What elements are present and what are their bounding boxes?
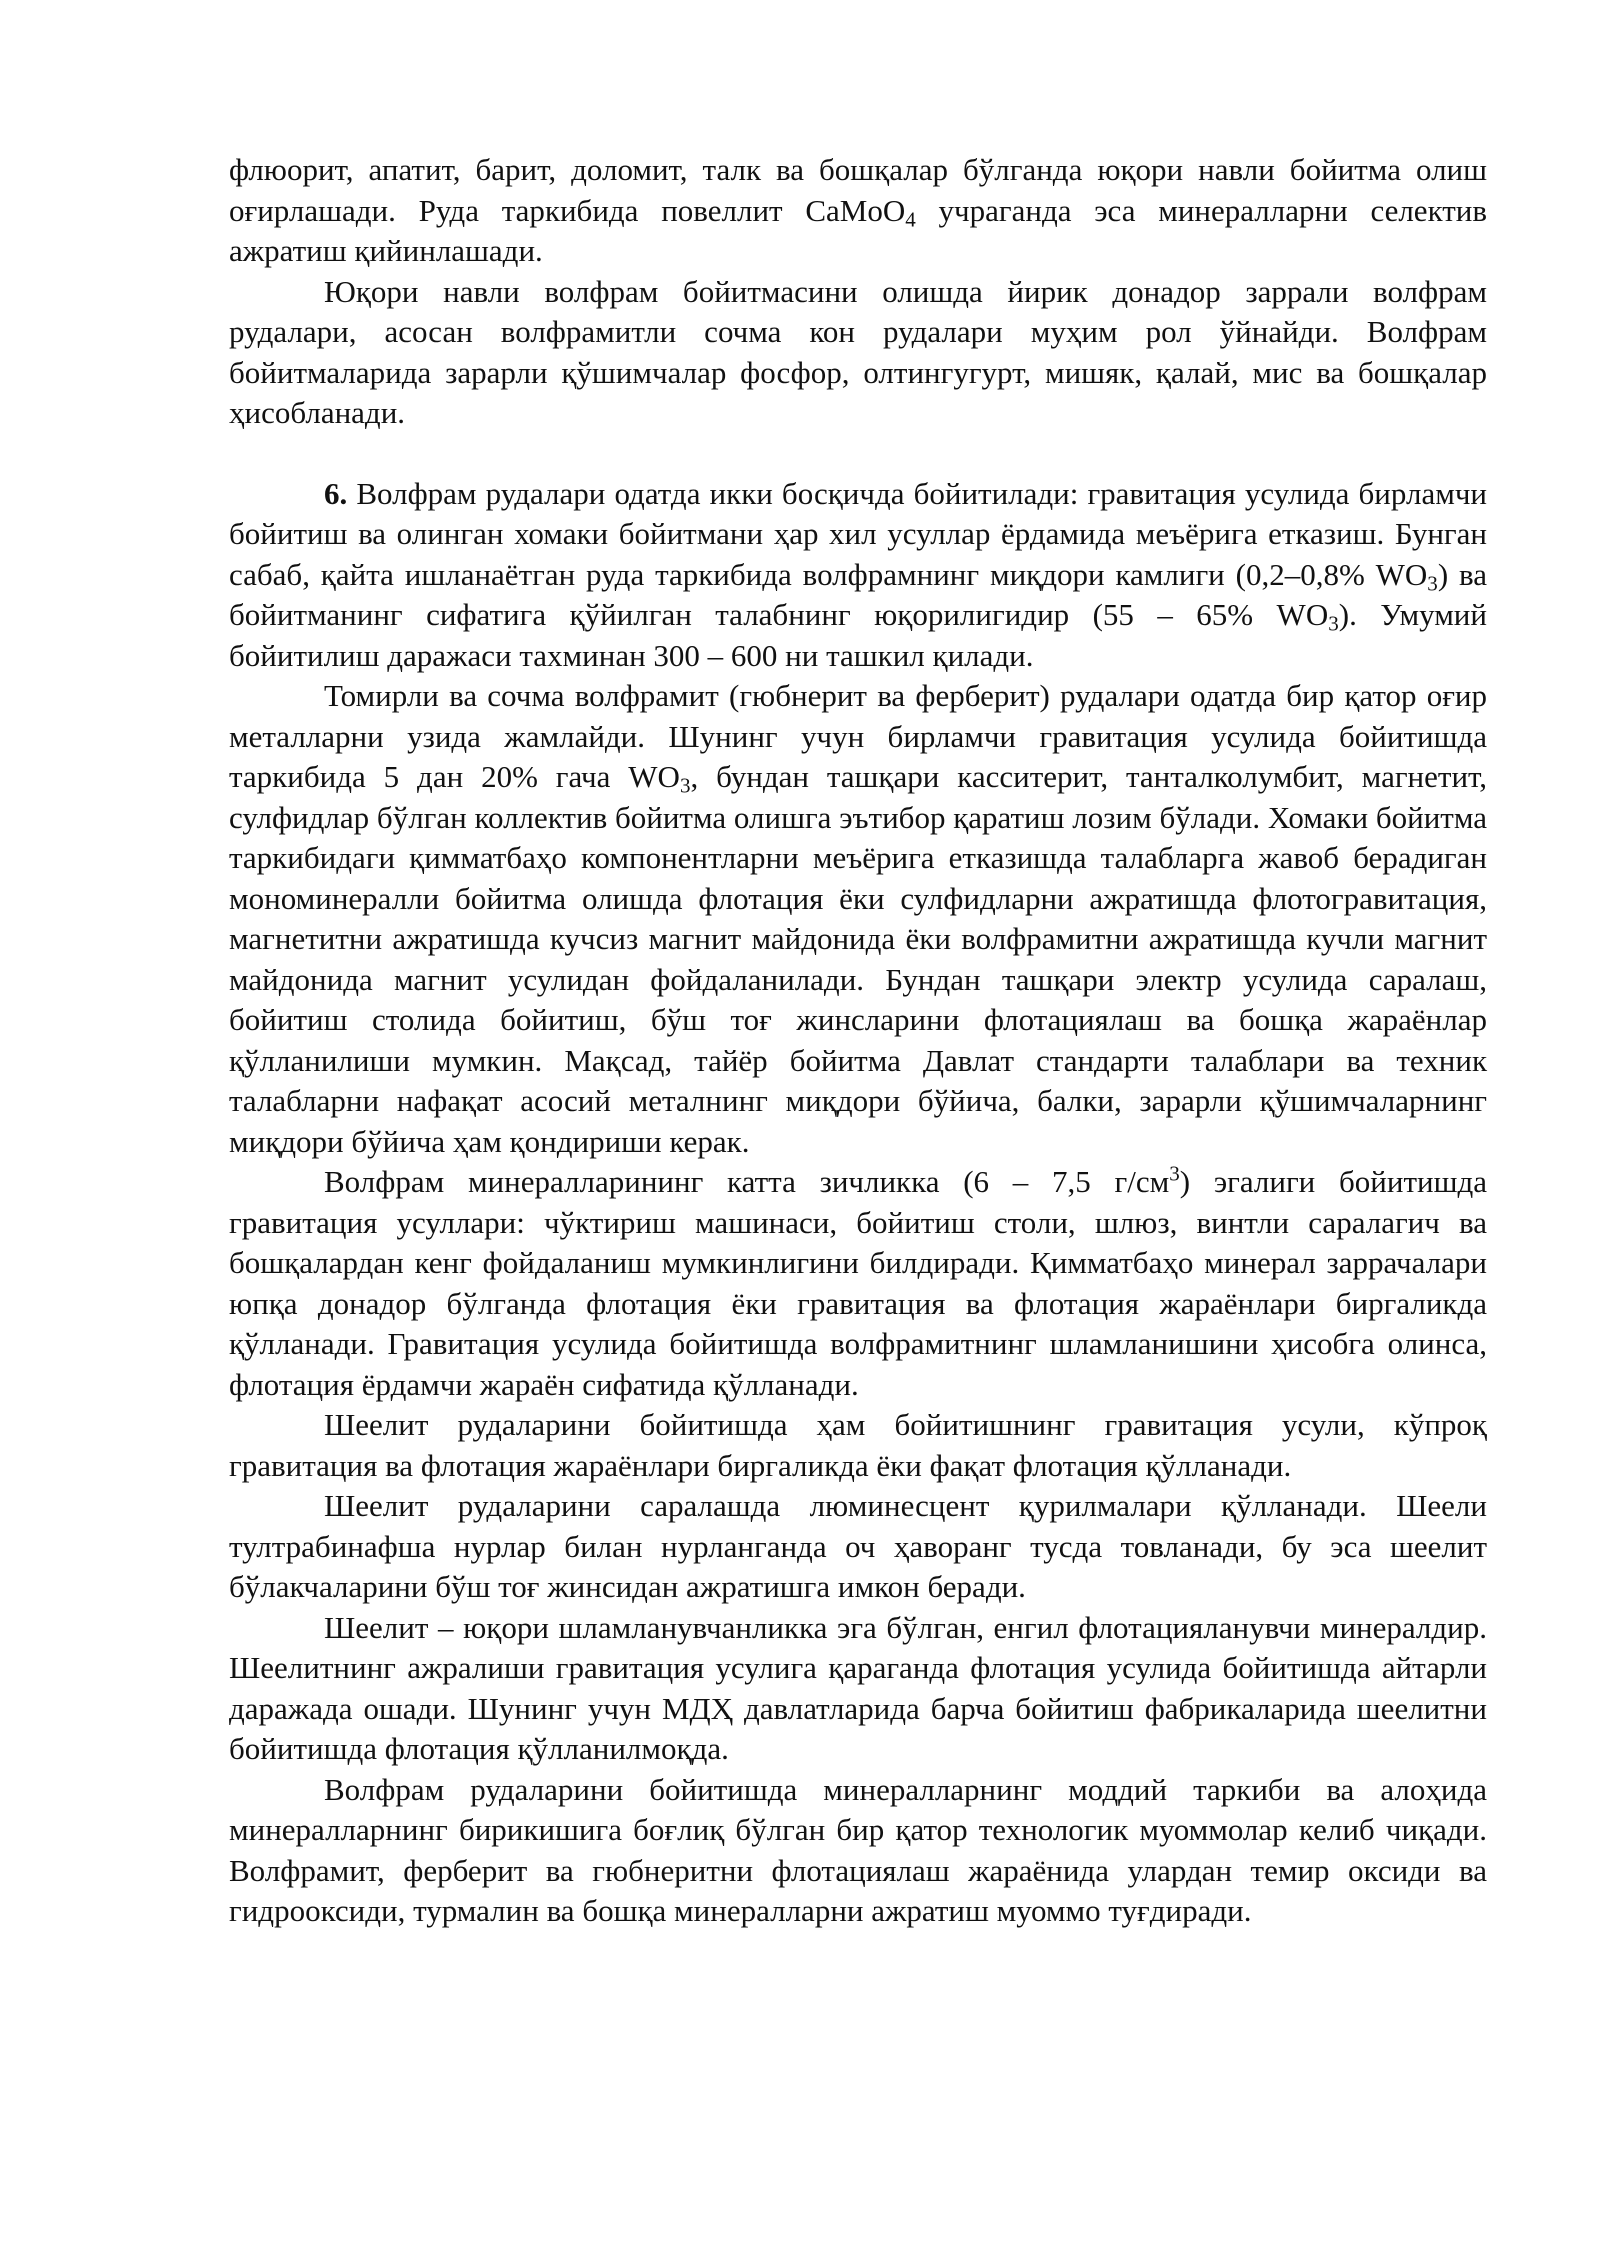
- paragraph-7: Шеелит рудаларини саралашда люминесцент қурилмалари қўлланади. Шеели тултрабинафша нурлар билан нурланганда оч ҳаворанг тусда товланади, бу эса шеелит бўлакчаларини бўш тоғ жинсидан ажратишга имкон беради.: [229, 1488, 1487, 1604]
- paragraph-4: Томирли ва сочма волфрамит (гюбнерит ва ферберит) рудалари одатда бир қатор оғир металларни узида жамлайди. Шунинг учун бирламчи гравитация усулида бойитишда таркибида 5 дан 20% гача $WO_3$, бундан ташқари касситерит, танталколумбит, магнетит, сулфидлар бўлган коллектив бойитма олишга эътибор қаратиш лозим бўлади. Хомаки бойитма таркибидаги қимматбаҳо компонентларни меъёрига етказишда талабларга жавоб берадиган мономинералли бойитма олишда флотация ёки сулфидларни ажратишда флотогравитация, магнетитни ажратишда кучсиз магнит майдонида ёки волфрамитни ажратишда кучли магнит майдонида магнит усулидан фойдаланилади. Бундан ташқари электр усулида саралаш, бойитиш столида бойитиш, бўш тоғ жинсларини флотациялаш ва бошқа жараёнлар қўлланилиши мумкин. Мақсад, тайёр бойитма Давлат стандарти талаблари ва техник талабларни нафақат асосий металнинг миқдори бўйича, балки, зарарли қўшимчаларнинг миқдори бўйича ҳам қондириши керак.: [229, 678, 1487, 1159]
- document-body: [229, 150, 1487, 1932]
- paragraph-3: 6. Волфрам рудалари одатда икки босқичда бойитилади: гравитация усулида бирламчи бойитиш ва олинган хомаки бойитмани ҳар хил усуллар ёрдамида меъёрига етказиш. Бунган сабаб, қайта ишланаётган руда таркибида волфрамнинг миқдори камлиги (0,2–0,8% $WO_3$) ва бойитманинг сифатига қўйилган талабнинг юқорилигидир (55 – 65% $WO_3$). Умумий бойитилиш даражаси тахминан 300 – 600 ни ташкил қилади.: [229, 475, 1487, 673]
- section-number: 6.: [324, 475, 348, 511]
- paragraph-1: флюорит, апатит, барит, доломит, талк ва бошқалар бўлганда юқори навли бойитма олиш оғирлашади. Руда таркибида повеллит CaMoO$_4$ учраганда эса минералларни селектив ажратиш қийинлашади.: [229, 152, 1487, 268]
- paragraph-9: Волфрам рудаларини бойитишда минералларнинг моддий таркиби ва алоҳида минералларнинг бирикишига боғлиқ бўлган бир қатор технологик муоммолар келиб чиқади. Волфрамит, ферберит ва гюбнеритни флотациялаш жараёнида улардан темир оксиди ва гидрооксиди, турмалин ва бошқа минералларни ажратиш муоммо туғдиради.: [229, 1771, 1487, 1928]
- paragraph-6: Шеелит рудаларини бойитишда ҳам бойитишнинг гравитация усули, кўпроқ гравитация ва флотация жараёнлари биргаликда ёки фақат флотация қўлланади.: [229, 1407, 1487, 1483]
- paragraph-5: Волфрам минералларининг катта зичликка (6 – 7,5 $г/см^3$) эгалиги бойитишда гравитация усуллари: чўктириш машинаси, бойитиш столи, шлюз, винтли саралагич ва бошқалардан кенг фойдаланиш мумкинлигини билдиради. Қимматбаҳо минерал заррачалари юпқа донадор бўлганда флотация ёки гравитация ва флотация жараёнлари биргаликда қўлланади. Гравитация усулида бойитишда волфрамитнинг шламланишини ҳисобга олинса, флотация ёрдамчи жараён сифатида қўлланади.: [229, 1161, 1487, 1402]
- paragraph-2: Юқори навли волфрам бойитмасини олишда йирик донадор заррали волфрам рудалари, асосан волфрамитли сочма кон рудалари муҳим рол ўйнайди. Волфрам бойитмаларида зарарли қўшимчалар фосфор, олтингугурт, мишяк, қалай, мис ва бошқалар ҳисобланади.: [229, 273, 1487, 430]
- paragraph-8: Шеелит – юқори шламланувчанликка эга бўлган, енгил флотацияланувчи минералдир. Шеелитнинг ажралиши гравитация усулига қараганда флотация усулида бойитишда айтарли даражада ошади. Шунинг учун МДҲ давлатларида барча бойитиш фабрикаларида шеелитни бойитишда флотация қўлланилмоқда.: [229, 1609, 1487, 1766]
